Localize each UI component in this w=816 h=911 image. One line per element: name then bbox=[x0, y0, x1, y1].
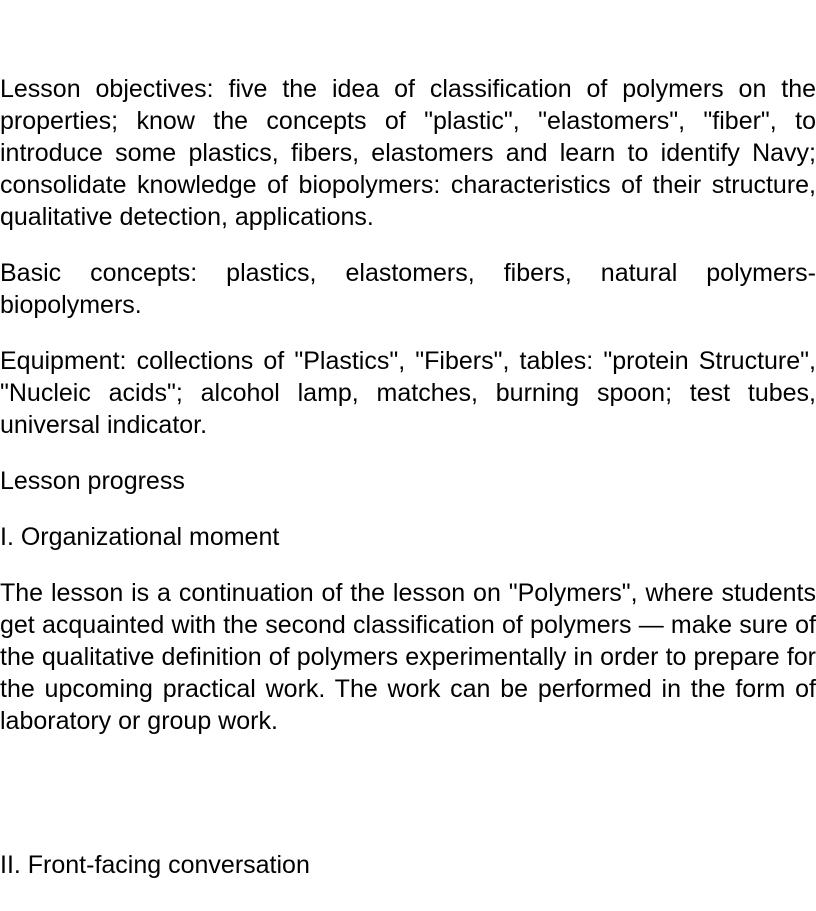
lesson-progress-heading: Lesson progress bbox=[0, 467, 185, 495]
document-page bbox=[0, 73, 816, 905]
basic-concepts-paragraph: Basic concepts: plastics, elastomers, fibers, natural polymers-biopolymers. bbox=[0, 259, 816, 319]
blank-space bbox=[0, 761, 816, 849]
equipment-paragraph: Equipment: collections of "Plastics", "Fibers", tables: "protein Structure", "Nucleic acids"; alcohol lamp, matches, burning spoon; test tubes, universal indicator. bbox=[0, 347, 816, 439]
section-1-heading: I. Organizational moment bbox=[0, 523, 280, 551]
section-2-heading: II. Front-facing conversation bbox=[0, 851, 310, 879]
lesson-objectives-paragraph: Lesson objectives: five the idea of classification of polymers on the properties; know the concepts of "plastic", "elastomers", "fiber", to introduce some plastics, fibers, elastomers and learn to identify Navy; consolidate knowledge of biopolymers: characteristics of their structure, qualitative detection, applications. bbox=[0, 75, 816, 231]
section-1-paragraph: The lesson is a continuation of the lesson on "Polymers", where students get acquainted with the second classification of polymers — make sure of the qualitative definition of polymers experimentally in order to prepare for the upcoming practical work. The work can be performed in the form of laboratory or group work. bbox=[0, 579, 816, 735]
